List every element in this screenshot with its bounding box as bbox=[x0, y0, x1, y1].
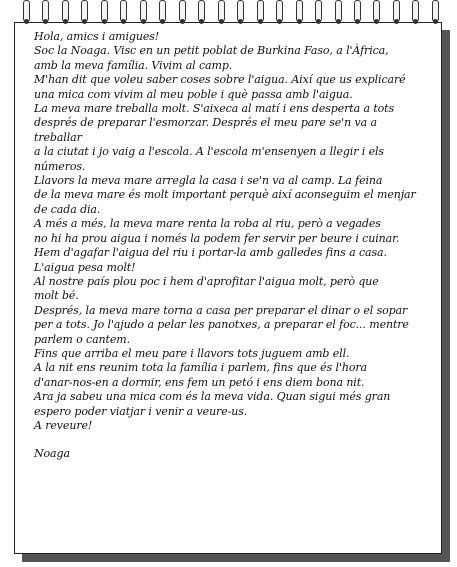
signature: Noaga bbox=[34, 447, 70, 461]
spiral-ring bbox=[353, 0, 362, 26]
spiral-ring bbox=[236, 0, 245, 26]
letter-line: després de preparar l'esmorzar. Després el meu pare se'n va a treballar bbox=[34, 116, 377, 144]
letter-line: M'han dit que voleu saber coses sobre l'aigua. Així que us explicaré bbox=[34, 73, 406, 87]
letter-line: espero poder viatjar i venir a veure-us. bbox=[34, 404, 248, 418]
spiral-ring bbox=[22, 0, 31, 26]
letter-line: Després, la meva mare torna a casa per preparar el dinar o el sopar bbox=[34, 303, 408, 317]
letter-line: L'aigua pesa molt! bbox=[34, 260, 136, 274]
letter-line: a la ciutat i jo vaig a l'escola. A l'escola m'ensenyen a llegir i els bbox=[34, 145, 384, 159]
spiral-ring bbox=[275, 0, 284, 26]
letter-line: números. bbox=[34, 159, 86, 173]
spiral-ring bbox=[372, 0, 381, 26]
spiral-ring bbox=[80, 0, 89, 26]
spiral-ring bbox=[139, 0, 148, 26]
letter-line: A la nit ens reunim tota la família i parlem, fins que és l'hora bbox=[34, 361, 367, 375]
letter-line: de cada dia. bbox=[34, 202, 101, 216]
spiral-ring bbox=[295, 0, 304, 26]
letter-line: de la meva mare és molt important perquè així aconseguim el menjar bbox=[34, 188, 416, 202]
spiral-ring bbox=[314, 0, 323, 26]
letter-line: Hem d'agafar l'aigua del riu i portar-la amb galledes fins a casa. bbox=[34, 246, 387, 260]
letter-line: per a tots. Jo l'ajudo a pelar les panotxes, a preparar el foc... mentre bbox=[34, 318, 409, 332]
spiral-ring bbox=[178, 0, 187, 26]
spiral-ring bbox=[197, 0, 206, 26]
letter-line: d'anar-nos-en a dormir, ens fem un petó i ens diem bona nit. bbox=[34, 375, 365, 389]
spiral-ring bbox=[41, 0, 50, 26]
letter-line: no hi ha prou aigua i només la podem fer servir per beure i cuinar. bbox=[34, 231, 400, 245]
letter-line: amb la meva família. Vivim al camp. bbox=[34, 58, 233, 72]
letter-line: parlem o cantem. bbox=[34, 332, 130, 346]
spiral-ring bbox=[158, 0, 167, 26]
spiral-binding bbox=[22, 0, 440, 30]
spiral-ring bbox=[256, 0, 265, 26]
spiral-ring bbox=[217, 0, 226, 26]
letter-line: Soc la Noaga. Visc en un petit poblat de Burkina Faso, a l'Àfrica, bbox=[34, 44, 389, 58]
spiral-ring bbox=[119, 0, 128, 26]
spiral-ring bbox=[411, 0, 420, 26]
letter-line: Hola, amics i amigues! bbox=[34, 30, 160, 43]
spiral-ring bbox=[334, 0, 343, 26]
spiral-ring bbox=[100, 0, 109, 26]
letter-line: Llavors la meva mare arregla la casa i se'n va al camp. La feina bbox=[34, 174, 383, 188]
letter-body bbox=[34, 30, 424, 462]
letter-line: A més a més, la meva mare renta la roba al riu, però a vegades bbox=[34, 217, 381, 231]
spiral-ring bbox=[392, 0, 401, 26]
spiral-ring bbox=[431, 0, 440, 26]
letter-line: Fins que arriba el meu pare i llavors tots juguem amb ell. bbox=[34, 346, 350, 360]
letter-line: una mica com vivim al meu poble i què passa amb l'aigua. bbox=[34, 87, 353, 101]
letter-line: La meva mare treballa molt. S'aixeca al matí i ens desperta a tots bbox=[34, 102, 395, 116]
spiral-ring bbox=[61, 0, 70, 26]
letter-line: Al nostre país plou poc i hem d'aprofitar l'aigua molt, però que bbox=[34, 274, 379, 288]
letter-line: Ara ja sabeu una mica com és la meva vida. Quan sigui més gran bbox=[34, 390, 391, 404]
letter-line: A reveure! bbox=[34, 418, 93, 432]
letter-line: molt bé. bbox=[34, 289, 79, 303]
